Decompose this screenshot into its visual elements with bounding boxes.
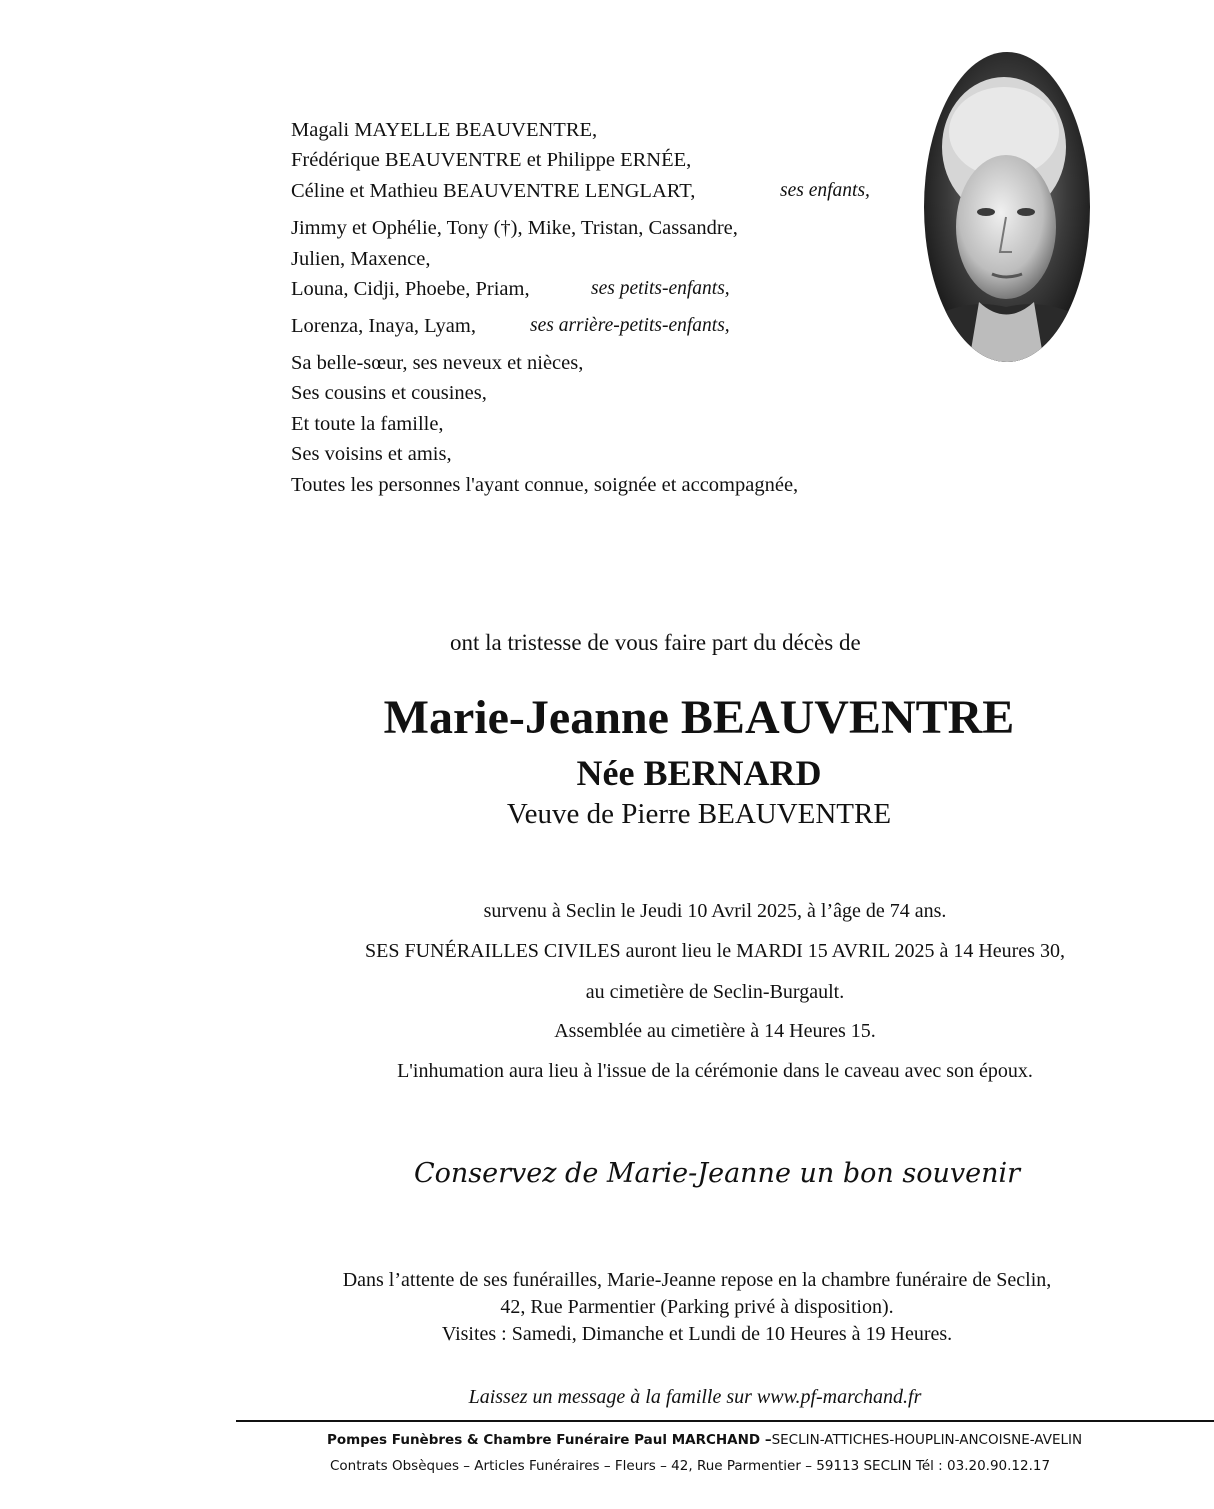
detail-line-3: au cimetière de Seclin-Burgault.	[585, 981, 845, 1003]
detail-line-4: Assemblée au cimetière à 14 Heures 15.	[554, 1020, 876, 1042]
child-line-3: Céline et Mathieu BEAUVENTRE LENGLART,	[291, 180, 696, 202]
others-line-2: Ses cousins et cousines,	[291, 382, 487, 404]
portrait-photo	[924, 52, 1090, 362]
great-grandchildren-label: ses arrière-petits-enfants,	[530, 315, 730, 336]
deceased-name: Marie-Jeanne BEAUVENTRE	[383, 691, 1015, 744]
grandchild-line-1: Jimmy et Ophélie, Tony (†), Mike, Tristan, Cassandre,	[291, 217, 738, 239]
online-message: Laissez un message à la famille sur www.pf-marchand.fr	[468, 1386, 922, 1408]
grandchildren-label: ses petits-enfants,	[591, 278, 730, 299]
others-line-4: Ses voisins et amis,	[291, 443, 452, 465]
footer-divider	[236, 1420, 1214, 1422]
child-line-2: Frédérique BEAUVENTRE et Philippe ERNÉE,	[291, 149, 692, 171]
detail-line-2: SES FUNÉRAILLES CIVILES auront lieu le MARDI 15 AVRIL 2025 à 14 Heures 30,	[365, 940, 1065, 962]
detail-line-1: survenu à Seclin le Jeudi 10 Avril 2025, à l’âge de 74 ans.	[483, 900, 947, 922]
others-line-1: Sa belle-sœur, ses neveux et nièces,	[291, 352, 584, 374]
others-line-3: Et toute la famille,	[291, 413, 444, 435]
memory-line: Conservez de Marie-Jeanne un bon souvenir	[413, 1158, 1021, 1189]
visitation-line-2: 42, Rue Parmentier (Parking privé à disposition).	[500, 1296, 894, 1318]
great-grandchildren-line: Lorenza, Inaya, Lyam,	[291, 315, 476, 337]
birth-name: Née BERNARD	[576, 753, 822, 793]
visitation-line-1: Dans l’attente de ses funérailles, Marie-Jeanne repose en la chambre funéraire de Seclin,	[342, 1269, 1052, 1291]
widow-of: Veuve de Pierre BEAUVENTRE	[506, 798, 892, 830]
announcement: ont la tristesse de vous faire part du décès de	[450, 630, 861, 655]
children-label: ses enfants,	[780, 180, 870, 201]
footer-towns: SECLIN-ATTICHES-HOUPLIN-ANCOISNE-AVELIN	[771, 1432, 1083, 1448]
grandchild-line-2: Julien, Maxence,	[291, 248, 431, 270]
child-line-1: Magali MAYELLE BEAUVENTRE,	[291, 119, 598, 141]
grandchild-line-3: Louna, Cidji, Phoebe, Priam,	[291, 278, 530, 300]
detail-line-5: L'inhumation aura lieu à l'issue de la cérémonie dans le caveau avec son époux.	[397, 1060, 1033, 1082]
footer-services: Contrats Obsèques – Articles Funéraires – Fleurs – 42, Rue Parmentier – 59113 SECLIN Tél : 03.20.90.12.17	[330, 1458, 1051, 1474]
visitation-line-3: Visites : Samedi, Dimanche et Lundi de 10 Heures à 19 Heures.	[441, 1323, 953, 1345]
footer-company-name: Pompes Funèbres & Chambre Funéraire Paul MARCHAND –	[327, 1432, 772, 1448]
others-line-5: Toutes les personnes l'ayant connue, soignée et accompagnée,	[291, 474, 799, 496]
footer-company	[327, 1432, 1082, 1448]
